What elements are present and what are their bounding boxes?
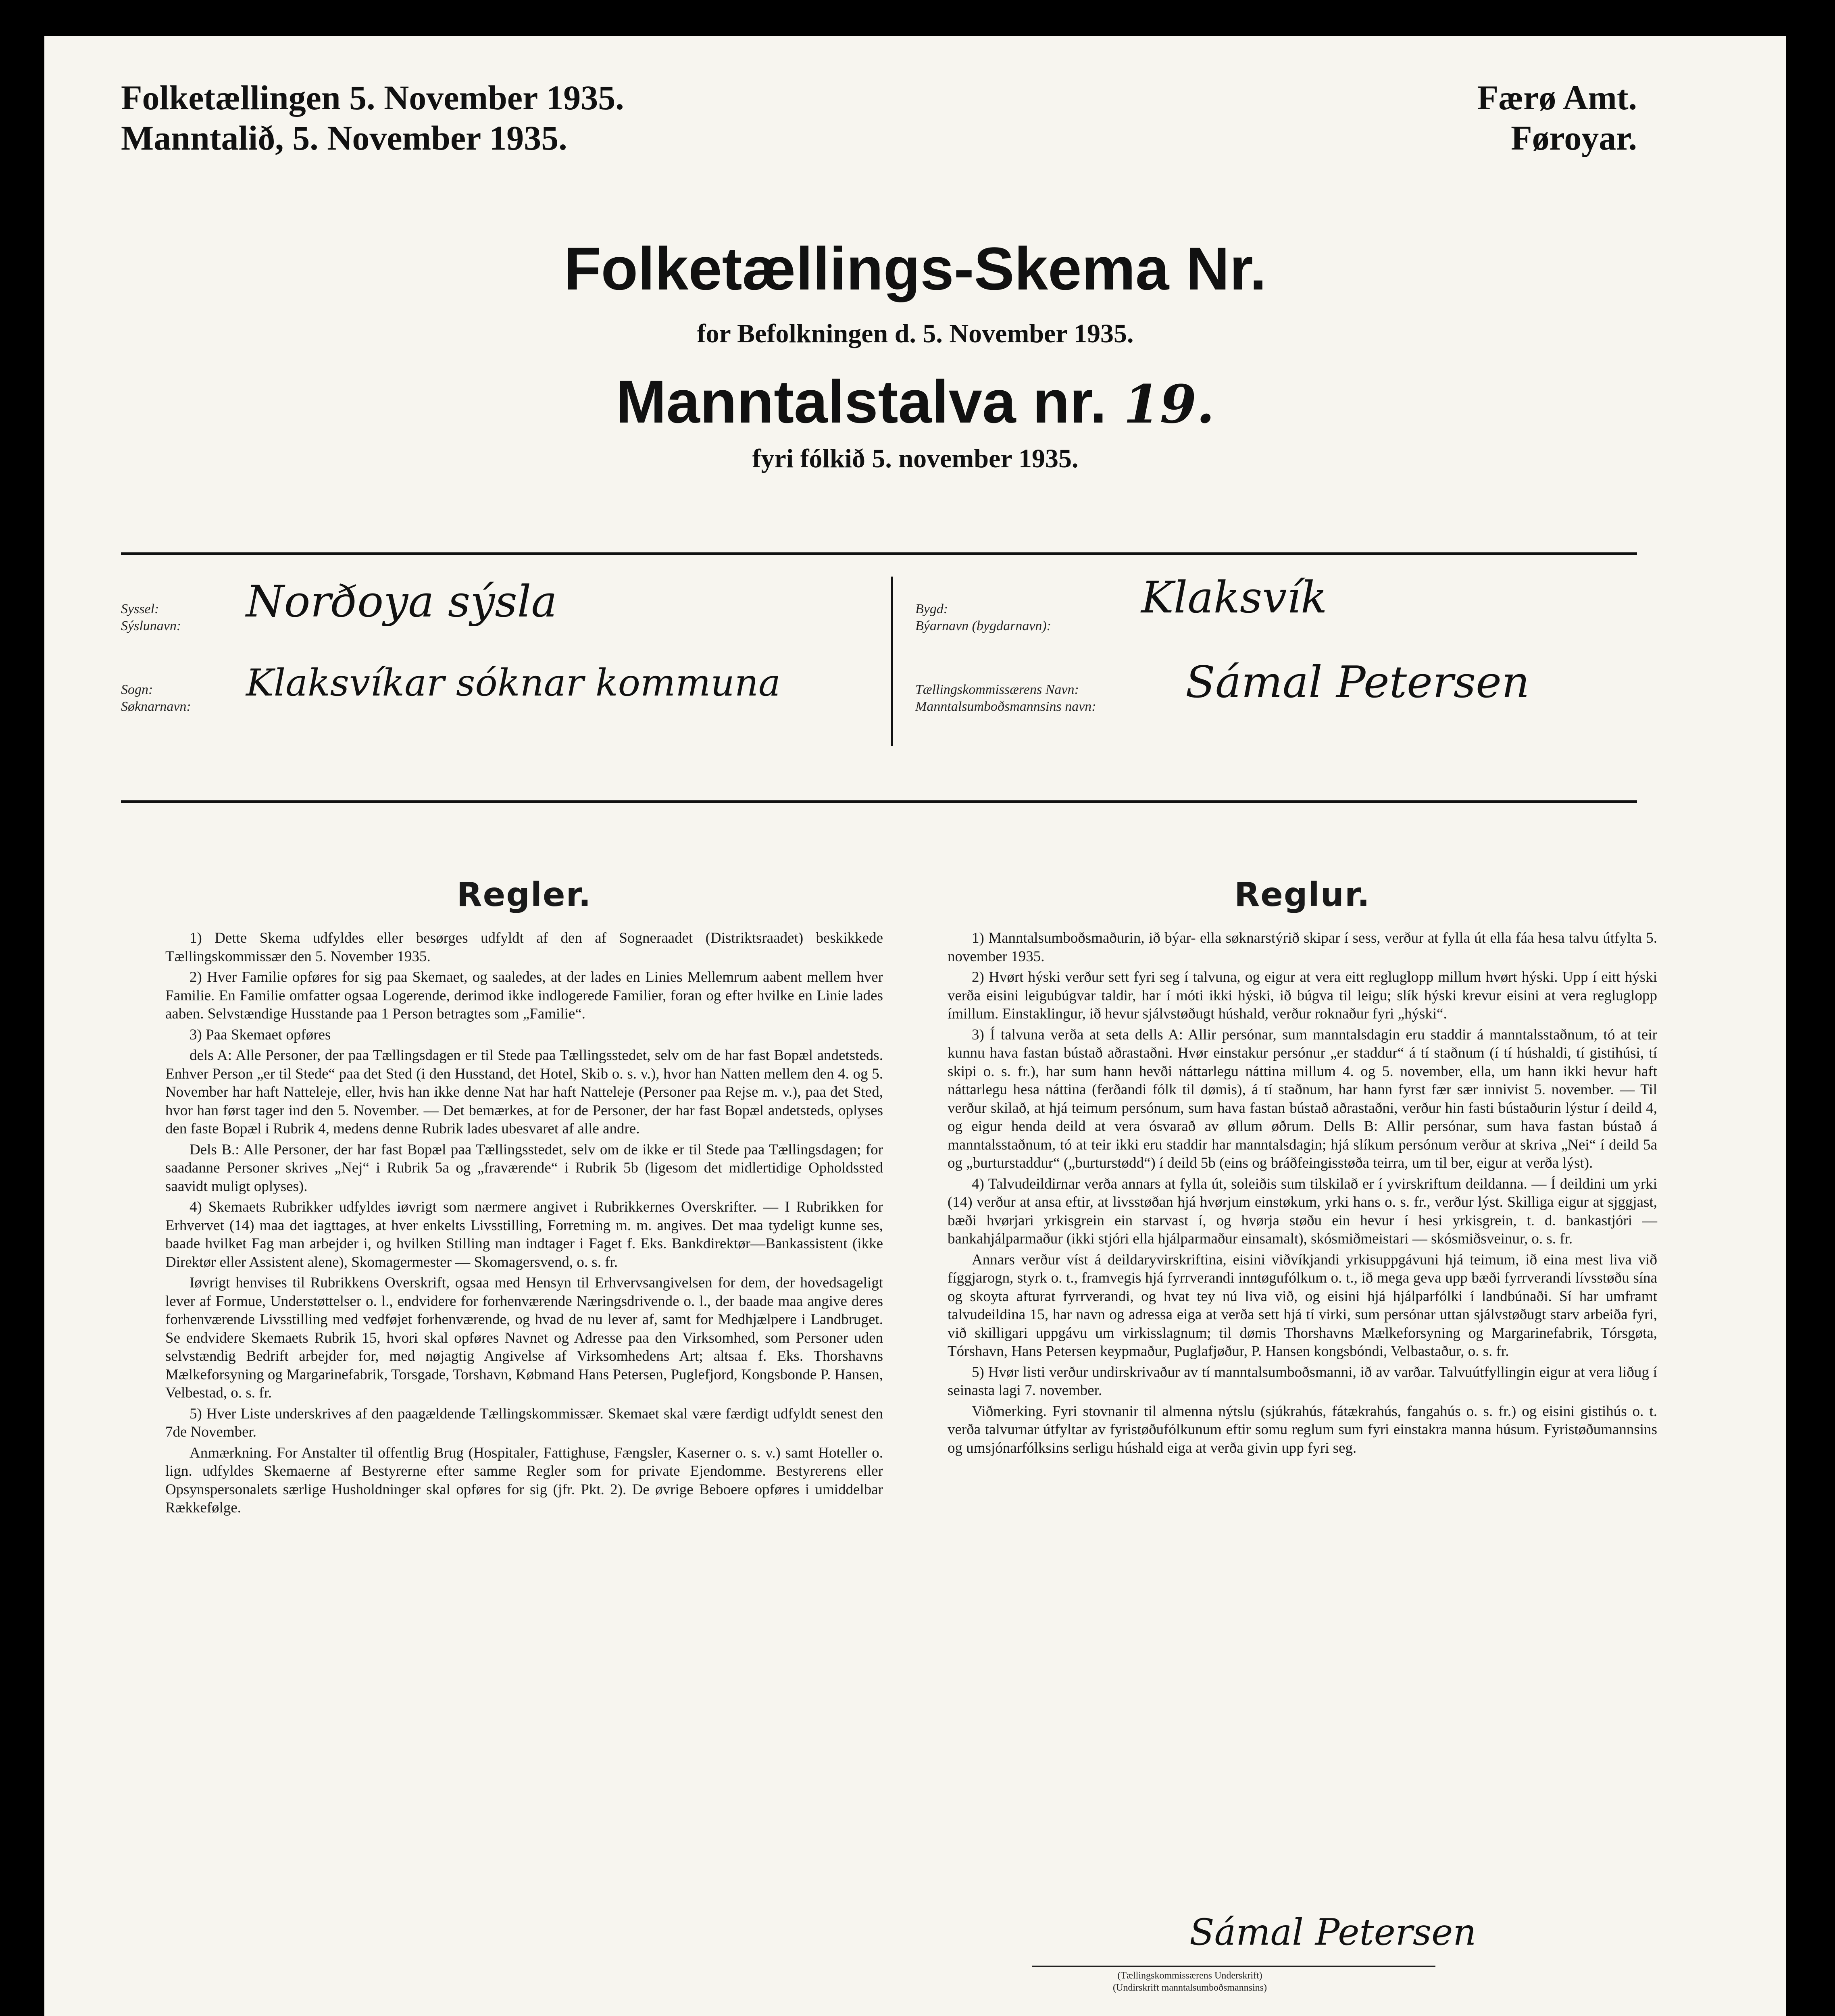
kommissaer-label — [915, 681, 1096, 715]
form-title: Folketællings-Skema Nr. — [564, 235, 1267, 302]
signature-caption-danish: (Tællingskommissærens Underskrift) — [1117, 1970, 1262, 1981]
bygd-label-faroese: Býarnavn (bygdarnavn): — [915, 619, 1052, 633]
bygd-value: Klaksvík — [1141, 573, 1327, 623]
signature-line — [1032, 1966, 1435, 1967]
header-right-line2: Føroyar. — [1511, 119, 1637, 157]
header-right-line1: Færø Amt. — [1477, 78, 1637, 117]
form-title-faroese-text: Manntalstalva nr. — [616, 368, 1107, 435]
reglur-rule-4: 4) Talvudeildirnar verða annars at fylla út, soleiðis sum tilskilað er í yvirskriftum deildanna. — Í deildini um yrki (14) verður at ansa eftir, at livsstøðan hjá hvørjum einstøkum, yrki hans o. s. fr., verður lýst. Skilliga eigur at sjggjast, bæði hvørjari yrkisgrein ein starvast í, og hvørja støðu ein hevur í hesi yrkisgrein, t. d. bankastjóri — bankahjálparmaður (ikki stjóri ella hjálparmaður einsamalt), skósmiðmeistari — skósmiðsveinur, o. s. fr. — [948, 1175, 1657, 1247]
form-subtitle: for Befolkningen d. 5. November 1935. — [697, 319, 1134, 348]
signature-handwritten: Sámal Petersen — [1189, 1911, 1477, 1954]
regler-rule-3b: Dels B.: Alle Personer, der har fast Bopæl paa Tællingsstedet, selv om de ikke er til Stede paa Tællingsdagen; for saadanne Personer skrives „Nej“ i Rubrik 5a og „fraværende“ i Rubrik 5b (ligesom det midlertidige Opholdssted saavidt muligt oplyses). — [165, 1141, 883, 1195]
signature-caption-faroese: (Undirskrift manntalsumboðsmannsins) — [1113, 1983, 1267, 1993]
sogn-value: Klaksvíkar sóknar kommuna — [246, 661, 781, 704]
regler-note: Anmærkning. For Anstalter til offentlig Brug (Hospitaler, Fattighuse, Fængsler, Kaserner o. s. v.) samt Hoteller o. lign. udfyldes Skemaerne af Bestyrerne efter samme Regler som for private Ejendomme. Bestyrerens eller Opsynspersonalets særlige Husholdninger skal opføres for sig (jfr. Pkt. 2). De øvrige Beboere opføres i umiddelbar Rækkefølge. — [165, 1444, 883, 1516]
lower-rule — [121, 800, 1637, 803]
kommissaer-value: Sámal Petersen — [1185, 657, 1530, 708]
reglur-column — [948, 875, 1657, 1460]
syssel-label-danish: Syssel: — [121, 602, 159, 616]
reglur-rule-2: 2) Hvørt hýski verður sett fyri seg í talvuna, og eigur at vera eitt regluglopp millum hvørt hýski. Upp í eitt hýski verða eisini leigubúgvar taldir, har í móti ikki hýski, ið búgva til leigu; slík hýski krevur eisini at vera regluglopp ímillum. Einstaklingur, ið hevur sjálvstøðugt húshald, verður roknaður fyri „hýski“. — [948, 969, 1657, 1022]
regler-rule-1: 1) Dette Skema udfyldes eller besørges udfyldt af den af Sogneraadet (Distriktsraadet) beskikkede Tællingskommissær den 5. November 1935. — [165, 930, 883, 965]
form-title-faroese — [44, 367, 1786, 437]
regler-rule-3: 3) Paa Skemaet opføres — [190, 1026, 331, 1043]
regler-rule-4b: Iøvrigt henvises til Rubrikkens Overskrift, ogsaa med Hensyn til Erhvervsangivelsen for dem, der hovedsageligt lever af Formue, Understøttelser o. l., endvidere for forhenværende Næringsdrivende o. l., der baade maa angive deres forhenværende Livsstilling med vedføjet forhenværende, og hvad de nu lever af, samt for Medhjælpere i Landbruget. Se endvidere Skemaets Rubrik 15, hvori skal opføres Navnet og Adresse paa den Virksomhed, som Personer uden selvstændig Bedrift arbejder for, med nøjagtig Angivelse af Virksomhedens Art; altsaa f. Eks. Thorshavns Mælkeforsyning og Margarinefabrik, Torsgade, Torshavn, Købmand Hans Petersen, Puglefjord, Kongsbonde P. Hansen, Velbestad, o. s. fr. — [165, 1275, 883, 1401]
regler-rule-3a: dels A: Alle Personer, der paa Tællingsdagen er til Stede paa Tællingsstedet, selv om de har fast Bopæl andetsteds. Enhver Person „er til Stede“ paa det Sted (i den Husstand, det Hotel, Skib o. s. v.), hvor han Natten mellem den 4. og 5. November har haft Natteleje, eller, hvis han ikke denne Nat har haft Natteleje (Personer paa Rejse m. v.), paa det Sted, hvor han først tager ind den 5. November. — Det bemærkes, at for de Personer, der har fast Bopæl andetsteds, oplyses den faste Bopæl i Rubrik 4, medens denne Rubrik lades ubesvaret af alle andre. — [165, 1047, 883, 1137]
regler-rule-4: 4) Skemaets Rubrikker udfyldes iøvrigt som nærmere angivet i Rubrikkernes Overskrifter. — I Rubrikken for Erhvervet (14) maa det iagttages, at hver enkelts Livsstilling, Forretning m. m. angives. Det maa tydeligt kunne ses, baade hvilket Fag man arbejder i, og hvilken Stilling man indtager i Faget f. Eks. Bankdirektør—Bankassistent (ikke Direktør eller Assistent alene), Skomagermester — Skomagersvend, o. s. fr. — [165, 1199, 883, 1270]
form-number: 19. — [1123, 373, 1215, 435]
kommissaer-label-faroese: Manntalsumboðsmannsins navn: — [915, 699, 1096, 714]
sogn-label — [121, 681, 191, 715]
signature-caption — [1113, 1970, 1267, 1994]
sogn-label-faroese: Søknarnavn: — [121, 699, 191, 714]
syssel-label — [121, 601, 181, 635]
header-left-line1: Folketællingen 5. November 1935. — [121, 78, 624, 117]
kommissaer-label-danish: Tællingskommissærens Navn: — [915, 682, 1079, 697]
bygd-label — [915, 601, 1051, 635]
field-divider — [891, 577, 893, 746]
form-subtitle-faroese: fyri fólkið 5. november 1935. — [752, 444, 1079, 473]
regler-rule-2: 2) Hver Familie opføres for sig paa Skemaet, og saaledes, at der lades en Linies Mellemrum aabent mellem hver Familie. En Familie omfatter ogsaa Logerende, derimod ikke indlogerede Familier, foran og efter hvilke en Linie lades aaben. Selvstændige Husstande paa 1 Person betragtes som „Familie“. — [165, 969, 883, 1022]
regler-rule-5: 5) Hver Liste underskrives af den paagældende Tællingskommissær. Skemaet skal være færdigt udfyldt senest den 7de November. — [165, 1405, 883, 1440]
census-form-page — [44, 36, 1786, 2016]
syssel-label-faroese: Sýslunavn: — [121, 619, 181, 633]
reglur-rule-4b: Annars verður víst á deildaryvirskriftina, eisini viðvíkjandi yrkisuppgávuni hjá teimum, ið eina mest liva við fíggjarogn, styrk o. t., framvegis hjá fyrrverandi inntøgufólkum o. t., ið mega geva upp bæði fyrrverandi lívsstøðu sína og skoyta afturat fyrrverandi, og hvat tey nú liva við, og eisini hjá hjálparfólki í landbúnaði. Sí har umframt talvudeildina 15, har navn og adressa eiga at verða sett hjá tí virki, sum persónar uttan sjálvstøðugt starv arbeiða fyri, við skilligari uppgávu um virkisslagnum; til dømis Thorshavns Mælkeforsyning og Margarinefabrik, Tórsgøta, Tórshavn, Hans Petersen keypmaður, Puglafjøður, P. Hansen kongsbóndi, Velbastaður, o. s. fr. — [948, 1251, 1657, 1360]
reglur-rule-5: 5) Hvør listi verður undirskrivaður av tí manntalsumboðsmanni, ið av varðar. Talvuútfyllingin eigur at vera liðug í seinasta lagi 7. november. — [948, 1364, 1657, 1399]
header-left-line2: Manntalið, 5. November 1935. — [121, 119, 567, 157]
reglur-heading: Reglur. — [1234, 876, 1371, 914]
regler-heading: Regler. — [456, 876, 592, 914]
regler-column — [165, 875, 883, 1520]
upper-rule — [121, 552, 1637, 555]
syssel-value: Norðoya sýsla — [246, 577, 557, 627]
sogn-label-danish: Sogn: — [121, 682, 153, 697]
reglur-note: Viðmerking. Fyri stovnanir til almenna nýtslu (sjúkrahús, fátækrahús, fangahús o. s. fr.) og eisini gistihús o. t. verða talvurnar útfyltar av fyristøðufólkunum eftir somu reglum sum fyri einstakra manna húsum. Fyristøðumannsins og umsjónarfólksins serligu húshald eiga at verða givin upp fyri seg. — [948, 1403, 1657, 1456]
reglur-rule-1: 1) Manntalsumboðsmaðurin, ið býar- ella søknarstýrið skipar í sess, verður at fylla út ella fáa hesa talvu útfylta 5. november 1935. — [948, 930, 1657, 965]
reglur-rule-3: 3) Í talvuna verða at seta dells A: Allir persónar, sum manntalsdagin eru staddir á manntalsstaðnum, tó at teir kunnu hava fastan bústað aðrastaðni. Hvør einstakur persónur „er staddur“ á tí staðnum (í tí húshaldi, tí gistihúsi, tí skipi o. s. fr.), har sum hann hevði náttarlegu náttina millum 4. og 5. november, ella, um hann ikki hevur haft náttarlegu hesa náttina (ferðandi fólk til dømis), á tí staðnum, har hann fyrst fær sær innivist 5. november. — Til verður skilað, at hjá teimum persónum, sum hava fastan bústað aðrastaðni, verður hin fasti bústaðurin lýstur í deild 4, og eigur henda deild at vera ósvarað av øllum øðrum. Dells B: Allir persónar, sum hava fastan bústað á manntalsstaðnum, tó at teir ikki eru staddir har manntalsdagin; hjá slíkum persónum verður at skriva „Nei“ í deild 5a og „burturstaddur“ („burturstødd“) í deild 5b (eins og bráðfeingisstøða teirra, um til ber, eigur at verða lýst). — [948, 1026, 1657, 1171]
bygd-label-danish: Bygd: — [915, 602, 948, 616]
